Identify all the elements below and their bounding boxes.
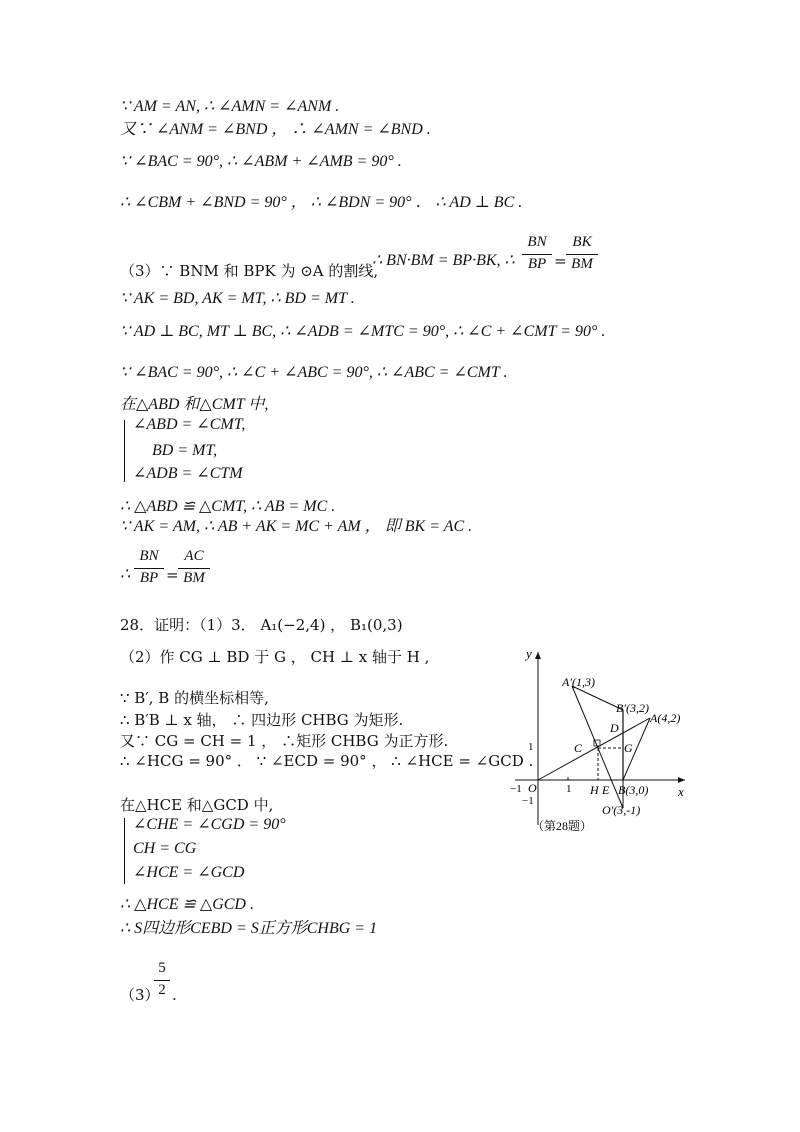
proof-line-5a: （3）∵ BNM 和 BPK 为 ⊙A 的割线, <box>120 262 379 280</box>
label-a-prime: A′(1,3) <box>562 675 595 689</box>
proof-line-7: ∵ AD ⊥ BC, MT ⊥ BC, ∴ ∠ADB = ∠MTC = 90°, ∴ ∠C + ∠CMT = 90° . <box>120 323 606 340</box>
fraction-numerator: BN <box>527 234 547 250</box>
proof-line-9: 在△ABD 和△CMT 中, <box>120 396 269 413</box>
proof-line-3: ∵ ∠BAC = 90°, ∴ ∠ABM + ∠AMB = 90° . <box>120 153 402 170</box>
proof-28-line-3: ∵ B′, B 的横坐标相等, <box>120 689 269 707</box>
system-brace-2 <box>124 818 125 884</box>
fraction-denominator: BP <box>527 256 547 272</box>
label-a: A(4,2) <box>650 711 681 725</box>
system2-line-2: CH = CG <box>133 840 197 857</box>
fraction-five-halves <box>154 960 170 1000</box>
proof-28-line-8: ∴ △HCE ≌ △GCD . <box>120 896 254 913</box>
equals-sign: = <box>554 252 567 270</box>
fraction-numerator: BN <box>139 548 159 564</box>
system-line-2: BD = MT, <box>152 442 218 459</box>
proof-28-line-5: 又∵ CG = CH = 1 ， ∴矩形 CHBG 为正方形. <box>120 732 449 750</box>
label-e: E <box>602 783 610 797</box>
y-axis-arrow <box>535 652 541 659</box>
fraction-denominator: 2 <box>158 982 166 998</box>
proof-line-8: ∵ ∠BAC = 90°, ∴ ∠C + ∠ABC = 90°, ∴ ∠ABC = ∠CMT . <box>120 364 508 381</box>
system-brace <box>124 420 125 482</box>
problem-28-header: 28．证明：（1）3． A₁(−2,4) ， B₁(0,3) <box>120 616 403 634</box>
fraction-numerator: 5 <box>158 960 166 976</box>
y-axis-label: y <box>526 646 532 661</box>
coordinate-figure <box>510 640 690 835</box>
proof-28-line-7: 在△HCE 和△GCD 中, <box>120 796 274 814</box>
proof-line-1: ∵ AM = AN, ∴ ∠AMN = ∠ANM . <box>120 98 340 115</box>
tick-1-x: 1 <box>566 783 572 795</box>
system-line-1: ∠ABD = ∠CMT, <box>133 416 246 433</box>
fraction-denominator: BP <box>139 570 159 586</box>
proof-line-13: ∴ △ABD ≌ △CMT, ∴ AB = MC . <box>120 498 336 515</box>
part-3-label: （3） <box>120 986 160 1004</box>
proof-28-line-9: ∴ S四边形CEBD = S正方形CHBG = 1 <box>120 920 378 937</box>
fraction-denominator: BM <box>183 570 205 586</box>
label-b-prime: B′(3,2) <box>616 701 649 715</box>
label-h: H <box>590 783 599 797</box>
label-o-prime: O′(3,-1) <box>602 803 641 817</box>
fraction-numerator: BK <box>572 234 592 250</box>
label-g: G <box>624 741 633 755</box>
equals-sign: = <box>166 566 179 584</box>
tick-neg1-y: −1 <box>522 795 534 807</box>
fraction-bn-bp <box>522 234 552 274</box>
proof-line-5b: ∴ BN·BM = BP·BK, ∴ <box>372 252 515 269</box>
figure-caption: （第28题） <box>532 819 593 833</box>
fraction-denominator: BM <box>571 256 593 272</box>
proof-line-6: ∵ AK = BD, AK = MT, ∴ BD = MT . <box>120 290 355 307</box>
fraction-numerator: AC <box>184 548 204 564</box>
proof-28-line-2: （2）作 CG ⊥ BD 于 G ， CH ⊥ x 轴于 H , <box>120 648 430 666</box>
fraction-bn-bp-final <box>134 548 164 588</box>
system-line-3: ∠ADB = ∠CTM <box>133 465 243 482</box>
fraction-ac-bm <box>178 548 210 588</box>
label-c: C <box>574 741 583 755</box>
tick-neg1-x: −1 <box>510 783 522 795</box>
system2-line-3: ∠HCE = ∠GCD <box>133 864 245 881</box>
fraction-bk-bm <box>566 234 598 274</box>
label-b: B(3,0) <box>618 783 649 797</box>
proof-28-line-4: ∴ B′B ⊥ x 轴， ∴ 四边形 CHBG 为矩形. <box>120 711 404 729</box>
proof-line-4: ∴ ∠CBM + ∠BND = 90° ， ∴ ∠BDN = 90° ． ∴ AD ⊥ BC . <box>120 194 523 211</box>
label-d: D <box>610 721 619 735</box>
therefore-sign: ∴ <box>120 566 131 583</box>
x-axis-label: x <box>678 784 684 799</box>
line-oa <box>538 718 650 780</box>
period: . <box>172 986 177 1004</box>
proof-line-14: ∵ AK = AM, ∴ AB + AK = MC + AM ， 即 BK = AC . <box>120 518 473 535</box>
tick-1-y: 1 <box>528 741 534 753</box>
x-axis-arrow <box>678 777 685 783</box>
origin-label: O <box>528 781 537 795</box>
proof-line-2: 又∵ ∠ANM = ∠BND ， ∴ ∠AMN = ∠BND . <box>120 121 431 138</box>
proof-28-line-6: ∴ ∠HCG = 90° ． ∵ ∠ECD = 90° ， ∴ ∠HCE = ∠GCD . <box>120 752 534 770</box>
system2-line-1: ∠CHE = ∠CGD = 90° <box>133 816 286 833</box>
